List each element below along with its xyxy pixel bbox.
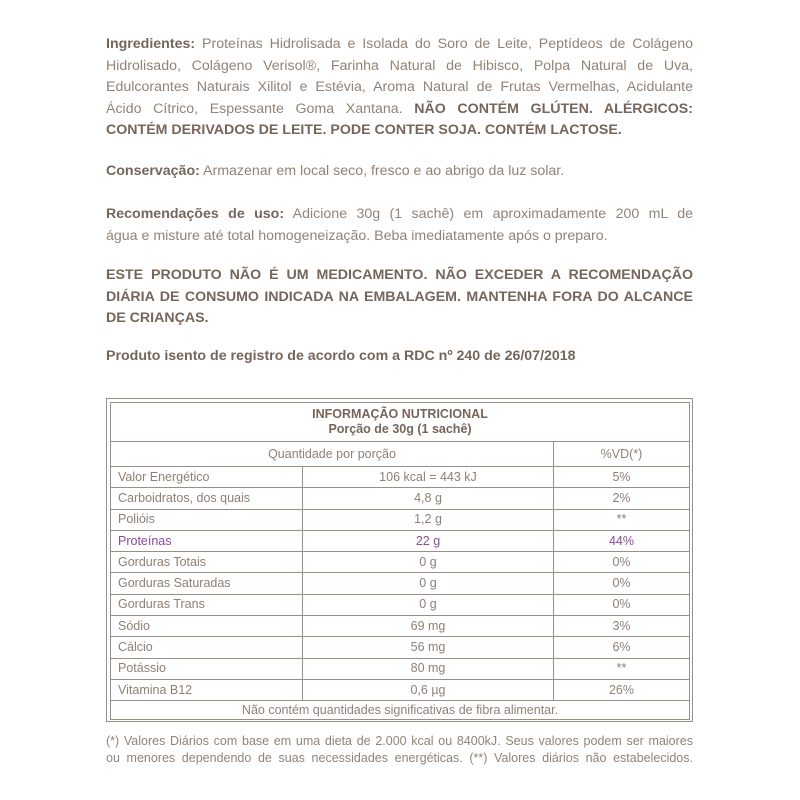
usage-text: água e misture até total homogeneização. Beba imediatamente após o preparo. bbox=[106, 227, 608, 244]
daily-values-footnote bbox=[106, 733, 693, 767]
nutrient-name: Cálcio bbox=[111, 637, 303, 658]
ingredients-text: Hidrolisado, Colágeno Verisol®, Farinha Natural de Hibisco, Polpa Natural de Uva, bbox=[106, 57, 693, 74]
daily-value-header: %VD(*) bbox=[554, 442, 690, 467]
ingredients-text: Edulcorantes Naturais Xilitol e Estévia, Aroma Natural de Frutas Vermelhas, Acidulante bbox=[106, 79, 693, 95]
nutrient-amount: 106 kcal = 443 kJ bbox=[303, 467, 554, 488]
nutrient-name: Valor Energético bbox=[111, 467, 303, 488]
nutrient-name: Vitamina B12 bbox=[111, 679, 303, 700]
nutrient-row-highlighted bbox=[111, 530, 690, 551]
fiber-note-row bbox=[111, 701, 690, 720]
warning-line: DIÁRIA DE CONSUMO INDICADA NA EMBALAGEM. MANTENHA FORA DO ALCANCE bbox=[106, 288, 693, 305]
nutrient-name: Potássio bbox=[111, 658, 303, 679]
nutrient-name: Gorduras Trans bbox=[111, 594, 303, 615]
nutrient-name: Sódio bbox=[111, 616, 303, 637]
registration-statement bbox=[106, 346, 693, 368]
nutrient-row bbox=[111, 552, 690, 573]
usage-line bbox=[106, 204, 693, 226]
amount-header: Quantidade por porção bbox=[111, 442, 554, 467]
nutrient-row bbox=[111, 594, 690, 615]
nutrient-amount: 4,8 g bbox=[303, 488, 554, 509]
nutrient-row bbox=[111, 488, 690, 509]
nutrient-name: Polióis bbox=[111, 509, 303, 530]
storage-text: Armazenar em local seco, fresco e ao abrigo da luz solar. bbox=[203, 163, 565, 179]
usage-text: Adicione 30g (1 sachê) em aproximadamente 200 mL de bbox=[292, 206, 693, 222]
warning-line: DE CRIANÇAS. bbox=[106, 310, 209, 326]
nutrient-daily-value: 26% bbox=[554, 679, 690, 700]
nutrient-daily-value: 6% bbox=[554, 637, 690, 658]
usage-label: Recomendações de uso: bbox=[106, 206, 285, 222]
footnote-line: ou menores dependendo de suas necessidades energéticas. (**) Valores diários não estabelecidos. bbox=[106, 751, 693, 765]
nutrient-daily-value: 5% bbox=[554, 467, 690, 488]
nutrition-title: INFORMAÇÃO NUTRICIONAL bbox=[312, 407, 488, 421]
nutrient-row bbox=[111, 616, 690, 637]
nutrient-row bbox=[111, 573, 690, 594]
allergen-warning: CONTÉM DERIVADOS DE LEITE. PODE CONTER SOJA. CONTÉM LACTOSE. bbox=[106, 122, 622, 138]
nutrient-amount: 0 g bbox=[303, 552, 554, 573]
nutrient-amount: 0 g bbox=[303, 594, 554, 615]
ingredients-line bbox=[106, 56, 693, 78]
nutrition-grid bbox=[110, 402, 690, 720]
serving-size: Porção de 30g (1 sachê) bbox=[328, 422, 472, 436]
footnote-line: (*) Valores Diários com base em uma dieta de 2.000 kcal ou 8400kJ. Seus valores podem ser maiores bbox=[106, 734, 693, 748]
nutrient-amount: 22 g bbox=[303, 530, 554, 551]
storage-line bbox=[106, 161, 693, 183]
nutrient-name: Gorduras Saturadas bbox=[111, 573, 303, 594]
nutrition-table bbox=[106, 398, 693, 722]
nutrition-header-cell bbox=[111, 403, 690, 442]
warning-line: ESTE PRODUTO NÃO É UM MEDICAMENTO. NÃO EXCEDER A RECOMENDAÇÃO bbox=[106, 267, 693, 283]
nutrient-row bbox=[111, 658, 690, 679]
nutrient-amount: 1,2 g bbox=[303, 509, 554, 530]
nutrient-row bbox=[111, 509, 690, 530]
nutrient-daily-value: 0% bbox=[554, 552, 690, 573]
nutrient-daily-value: 0% bbox=[554, 594, 690, 615]
registration-line: Produto isento de registro de acordo com a RDC nº 240 de 26/07/2018 bbox=[106, 348, 576, 364]
nutrition-header bbox=[111, 403, 690, 442]
ingredients-line bbox=[106, 120, 693, 142]
fiber-note: Não contém quantidades significativas de fibra alimentar. bbox=[111, 701, 690, 720]
nutrient-amount: 56 mg bbox=[303, 637, 554, 658]
nutrient-row bbox=[111, 679, 690, 700]
ingredients-label: Ingredientes: bbox=[106, 36, 196, 52]
medication-warning bbox=[106, 265, 693, 330]
nutrient-daily-value: 0% bbox=[554, 573, 690, 594]
ingredients-line bbox=[106, 99, 693, 121]
ingredients-text: Proteínas Hidrolisada e Isolada do Soro de Leite, Peptídeos de Colágeno bbox=[202, 36, 693, 52]
nutrient-name: Proteínas bbox=[111, 530, 303, 551]
nutrient-daily-value: ** bbox=[554, 658, 690, 679]
nutrient-daily-value: 2% bbox=[554, 488, 690, 509]
usage-line bbox=[106, 226, 693, 248]
nutrient-name: Gorduras Totais bbox=[111, 552, 303, 573]
storage-paragraph bbox=[106, 161, 693, 183]
usage-paragraph bbox=[106, 204, 693, 247]
nutrient-amount: 80 mg bbox=[303, 658, 554, 679]
column-header-row bbox=[111, 442, 690, 467]
nutrient-amount: 0,6 µg bbox=[303, 679, 554, 700]
storage-label: Conservação: bbox=[106, 163, 200, 179]
ingredients-text: Ácido Cítrico, Espessante Goma Xantana. bbox=[106, 100, 403, 117]
ingredients-paragraph bbox=[106, 34, 693, 142]
allergen-warning: NÃO CONTÉM GLÚTEN. ALÉRGICOS: bbox=[414, 100, 693, 117]
nutrient-row bbox=[111, 637, 690, 658]
nutrient-amount: 69 mg bbox=[303, 616, 554, 637]
ingredients-line bbox=[106, 34, 693, 56]
ingredients-line bbox=[106, 77, 693, 99]
nutrient-row bbox=[111, 467, 690, 488]
nutrient-amount: 0 g bbox=[303, 573, 554, 594]
nutrient-daily-value: 3% bbox=[554, 616, 690, 637]
nutrient-daily-value: ** bbox=[554, 509, 690, 530]
nutrient-daily-value: 44% bbox=[554, 530, 690, 551]
nutrient-name: Carboidratos, dos quais bbox=[111, 488, 303, 509]
